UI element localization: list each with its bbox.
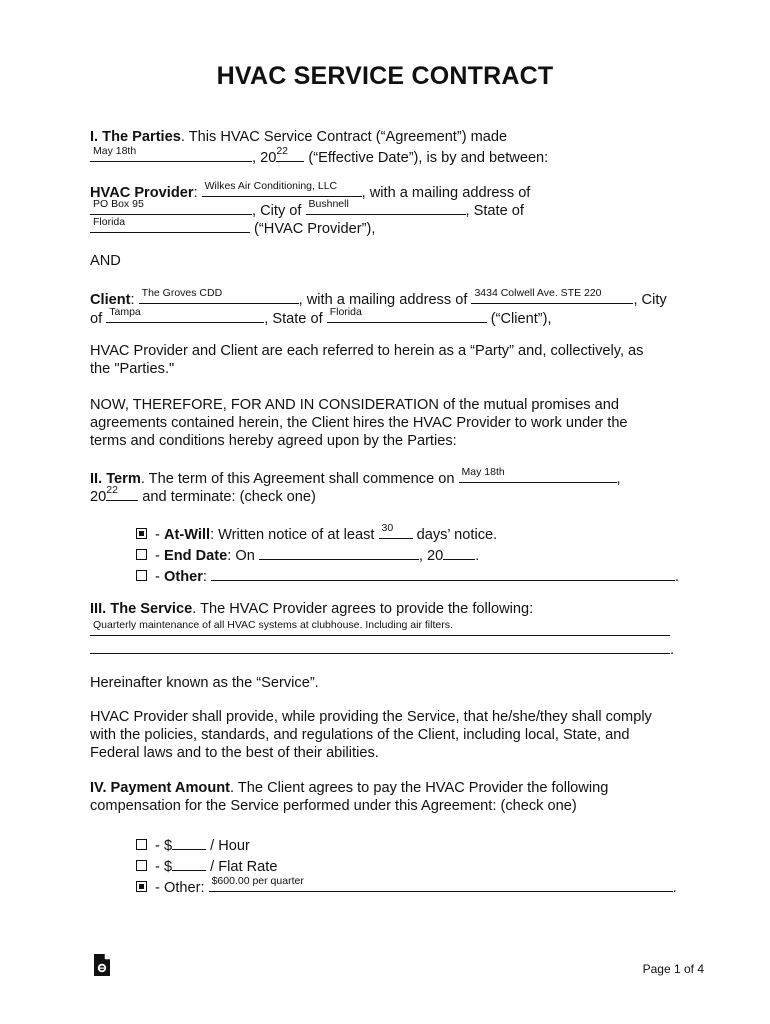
page-number: Page 1 of 4 xyxy=(642,962,704,976)
other-term-checkbox[interactable] xyxy=(136,570,147,581)
payment-option-hour xyxy=(136,834,250,855)
other-payment-prefix: - Other: xyxy=(151,880,205,896)
provider-suffix: (“HVAC Provider”), xyxy=(250,221,376,237)
service-paragraph-line-2: with the policies, standards, and regulations of the Client, including local, State, and xyxy=(90,727,630,743)
client-city-text: , City xyxy=(633,292,667,308)
provider-city-value: Bushnell xyxy=(308,198,349,210)
hourly-prefix: - $ xyxy=(151,838,173,854)
term-option-other xyxy=(136,565,679,586)
now-paragraph-line-1: NOW, THEREFORE, FOR AND IN CONSIDERATION of the mutual promises and xyxy=(90,397,620,413)
parties-heading: I. The Parties xyxy=(90,129,181,145)
provider-address-value: PO Box 95 xyxy=(93,198,144,210)
term-comma: , xyxy=(616,471,621,487)
client-label: Client xyxy=(90,292,131,308)
atwill-days-field[interactable] xyxy=(379,523,413,539)
term-start-field[interactable] xyxy=(459,467,617,483)
term-year-prefix: 20 xyxy=(90,489,107,505)
document-title: HVAC SERVICE CONTRACT xyxy=(216,62,554,90)
term-line-2 xyxy=(90,485,316,506)
term-text-2: and terminate: (check one) xyxy=(138,489,316,505)
service-description-field[interactable] xyxy=(90,620,670,636)
service-description-field-2[interactable] xyxy=(90,638,670,654)
term-year-value: 22 xyxy=(106,484,118,496)
other-term-period: . xyxy=(675,569,680,585)
other-payment-value: $600.00 per quarter xyxy=(211,875,304,887)
payment-line-1 xyxy=(90,779,608,797)
payment-text-1: . The Client agrees to pay the HVAC Provider the following xyxy=(230,780,609,796)
service-heading: III. The Service xyxy=(90,601,193,617)
enddate-period: . xyxy=(475,548,480,564)
client-line-2 xyxy=(90,307,552,328)
provider-line-3 xyxy=(90,217,375,238)
document-logo-icon xyxy=(92,953,112,977)
service-line-3 xyxy=(90,638,674,659)
parties-intro: . This HVAC Service Contract (“Agreement”) made xyxy=(180,129,508,145)
client-address-value: 3434 Colwell Ave. STE 220 xyxy=(474,287,602,299)
service-text: . The HVAC Provider agrees to provide the following: xyxy=(192,601,534,617)
atwill-days-value: 30 xyxy=(381,522,394,534)
dash: - xyxy=(151,548,164,564)
client-state-text: , State of xyxy=(264,311,323,327)
service-period: . xyxy=(670,642,675,658)
client-city-value: Tampa xyxy=(109,306,141,318)
effective-date-field[interactable] xyxy=(90,146,252,162)
enddate-text: : On xyxy=(227,548,255,564)
client-state-field[interactable] xyxy=(327,307,487,323)
city-text: , City of xyxy=(252,203,302,219)
hourly-suffix: / Hour xyxy=(206,838,250,854)
service-paragraph-line-1: HVAC Provider shall provide, while providing the Service, that he/she/they shall comply xyxy=(90,709,652,725)
dash: - xyxy=(151,527,164,543)
and-text: AND xyxy=(90,253,121,269)
state-text: , State of xyxy=(465,203,524,219)
atwill-label: At-Will xyxy=(163,527,211,543)
other-term-field[interactable] xyxy=(211,565,675,581)
client-city-field[interactable] xyxy=(106,307,264,323)
client-name-value: The Groves CDD xyxy=(141,287,223,299)
term-option-enddate xyxy=(136,544,479,565)
dash: - xyxy=(151,569,164,585)
enddate-year-prefix: , 20 xyxy=(418,548,444,564)
term-option-atwill xyxy=(136,523,497,544)
effective-date-value: May 18th xyxy=(93,145,137,157)
hourly-amount-field[interactable] xyxy=(172,834,206,850)
client-suffix: (“Client”), xyxy=(486,311,552,327)
client-state-value: Florida xyxy=(329,306,362,318)
effective-year-value: 22 xyxy=(276,145,289,157)
term-year-field[interactable] xyxy=(106,485,138,501)
atwill-suffix: days’ notice. xyxy=(412,527,498,543)
enddate-checkbox[interactable] xyxy=(136,549,147,560)
client-line-1: Client: The Groves CDD , with a mailing address of 3434 Colwell Ave. STE 220 , City xyxy=(90,288,667,309)
client-mailing-text: , with a mailing address of xyxy=(298,292,468,308)
atwill-text: : Written notice of at least xyxy=(210,527,375,543)
enddate-field[interactable] xyxy=(259,544,419,560)
provider-label: HVAC Provider xyxy=(90,185,194,201)
flat-amount-field[interactable] xyxy=(172,855,206,871)
provider-line-1: HVAC Provider: Wilkes Air Conditioning, LLC , with a mailing address of xyxy=(90,181,530,202)
effective-year-field[interactable] xyxy=(276,146,304,162)
other-term-label: Other xyxy=(163,569,203,585)
provider-city-field[interactable] xyxy=(306,199,466,215)
atwill-checkbox[interactable] xyxy=(136,528,147,539)
year-prefix: , 20 xyxy=(252,150,277,166)
other-payment-period: . xyxy=(672,880,677,896)
enddate-year-field[interactable] xyxy=(443,544,475,560)
other-term-colon: : xyxy=(202,569,207,585)
party-paragraph-line-2: the "Parties." xyxy=(90,361,175,377)
other-payment-checkbox[interactable] xyxy=(136,881,147,892)
parties-line-1 xyxy=(90,128,507,146)
payment-heading: IV. Payment Amount xyxy=(90,780,231,796)
term-start-value: May 18th xyxy=(461,466,505,478)
hourly-checkbox[interactable] xyxy=(136,839,147,850)
provider-name-value: Wilkes Air Conditioning, LLC xyxy=(204,180,338,192)
service-description-value: Quarterly maintenance of all HVAC systems at clubhouse. Including air filters. xyxy=(93,619,453,631)
parties-line-2 xyxy=(90,146,548,167)
now-paragraph-line-3: terms and conditions hereby agreed upon by the Parties: xyxy=(90,433,457,449)
service-known-text: Hereinafter known as the “Service”. xyxy=(90,675,319,691)
flat-suffix: / Flat Rate xyxy=(206,859,278,875)
service-paragraph-line-3: Federal laws and to the best of their abilities. xyxy=(90,745,379,761)
client-name-field[interactable] xyxy=(139,288,299,304)
other-payment-field[interactable] xyxy=(209,876,673,892)
provider-state-value: Florida xyxy=(93,216,126,228)
provider-state-field[interactable] xyxy=(90,217,250,233)
term-heading: II. Term xyxy=(90,471,141,487)
payment-option-other xyxy=(136,876,677,897)
provider-mailing-text: , with a mailing address of xyxy=(361,185,531,201)
client-address-field[interactable] xyxy=(471,288,633,304)
flat-rate-checkbox[interactable] xyxy=(136,860,147,871)
party-paragraph-line-1: HVAC Provider and Client are each referred to herein as a “Party” and, collectively, as xyxy=(90,343,644,359)
enddate-label: End Date xyxy=(163,548,228,564)
now-paragraph-line-2: agreements contained herein, the Client hires the HVAC Provider to work under the xyxy=(90,415,628,431)
of-text: of xyxy=(90,311,103,327)
payment-line-2: compensation for the Service performed under this Agreement: (check one) xyxy=(90,798,577,814)
effective-date-text: (“Effective Date”), is by and between: xyxy=(304,150,549,166)
term-text-1: . The term of this Agreement shall commence on xyxy=(140,471,455,487)
flat-prefix: - $ xyxy=(151,859,173,875)
